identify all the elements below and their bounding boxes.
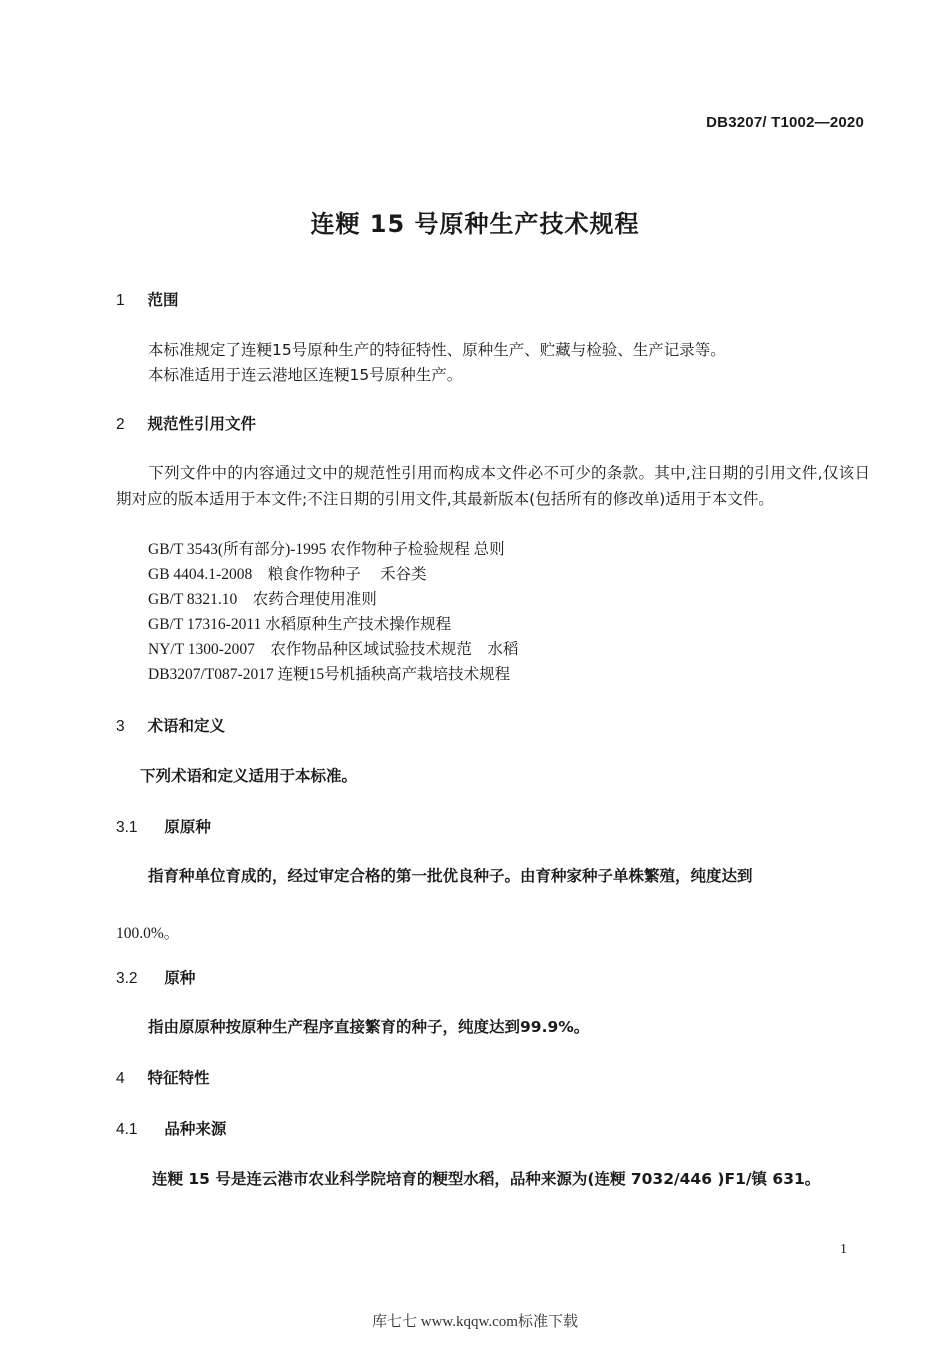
reference-item: DB3207/T087-2017 连粳15号机插秧高产栽培技术规程 [148,666,511,683]
section-title: 规范性引用文件 [147,415,256,433]
normative-references-paragraph [116,461,870,512]
section-1-heading [116,288,178,310]
section-title: 原种 [164,969,196,987]
section-title: 品种来源 [164,1120,227,1138]
section-title: 术语和定义 [147,717,225,735]
footer-watermark: 库七七 www.kqqw.com标准下载 [372,1314,578,1330]
terms-intro: 下列术语和定义适用于本标准。 [140,767,358,785]
document-title: 连粳 15 号原种生产技术规程 [310,210,640,238]
section-number: 3.2 [116,970,138,987]
section-title: 范围 [147,291,179,309]
section-3-1-heading [116,815,211,837]
section-3-heading [116,714,225,736]
section-title: 原原种 [164,818,211,836]
section-number: 1 [116,292,125,309]
section-4-1-heading [116,1117,226,1139]
reference-item: GB 4404.1-2008 粮食作物种子 禾谷类 [148,566,427,583]
section-title: 特征特性 [147,1069,210,1087]
definition-text: 指由原原种按原种生产程序直接繁育的种子，纯度达到99.9%。 [148,1018,590,1036]
definition-text-cont: 100.0%。 [116,925,180,942]
page-number: 1 [840,1242,847,1257]
section-number: 4 [116,1070,125,1087]
section-number: 4.1 [116,1121,138,1138]
reference-item: GB/T 3543(所有部分)-1995 农作物种子检验规程 总则 [148,541,505,558]
reference-item: NY/T 1300-2007 农作物品种区域试验技术规范 水稻 [148,641,519,658]
section-number: 3.1 [116,819,138,836]
section-number: 3 [116,718,125,735]
scope-line-2: 本标准适用于连云港地区连粳15号原种生产。 [148,366,463,384]
section-3-2-heading [116,966,195,988]
definition-text: 指育种单位育成的，经过审定合格的第一批优良种子。由育种家种子单株繁殖，纯度达到 [148,867,753,885]
document-number: DB3207/ T1002—2020 [706,114,864,131]
paragraph-text: 下列文件中的内容通过文中的规范性引用而构成本文件必不可少的条款。其中,注日期的引用文件,仅该日期对应的版本适用于本文件;不注日期的引用文件,其最新版本(包括所有的修改单)适用于本文件。 [116,464,870,508]
reference-item: GB/T 17316-2011 水稻原种生产技术操作规程 [148,616,452,633]
scope-line-1: 本标准规定了连粳15号原种生产的特征特性、原种生产、贮藏与检验、生产记录等。 [148,341,726,359]
reference-item: GB/T 8321.10 农药合理使用准则 [148,591,377,608]
section-4-heading [116,1066,209,1088]
section-2-heading [116,412,256,434]
section-number: 2 [116,416,125,433]
variety-source-text: 连粳 15 号是连云港市农业科学院培育的粳型水稻，品种来源为(连粳 7032/446 )F1/镇 631。 [152,1170,821,1188]
